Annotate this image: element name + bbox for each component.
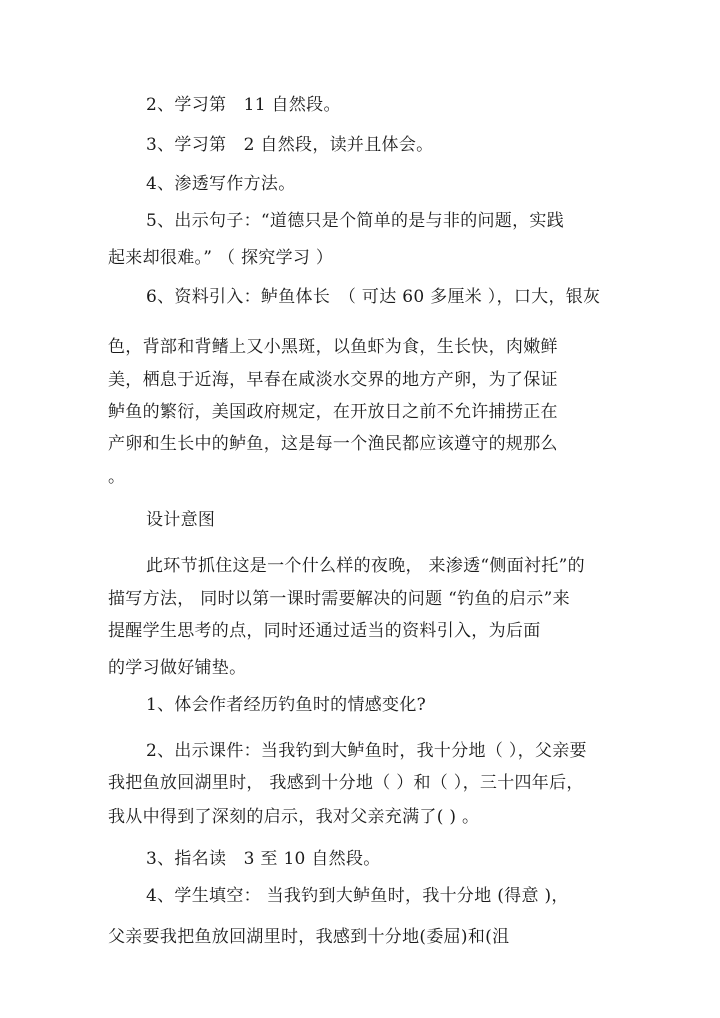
text-line: 我从中得到了深刻的启示，我对父亲充满了( ) 。 bbox=[108, 807, 480, 827]
text-line: 此环节抓住这是一个什么样的夜晚， 来渗透“侧面衬托”的 bbox=[146, 556, 585, 576]
text-line: 4、渗透写作方法。 bbox=[146, 174, 296, 194]
text-line: 提醒学生思考的点，同时还通过适当的资料引入，为后面 bbox=[108, 621, 541, 641]
text-line: 3、指名读 3 至 10 自然段。 bbox=[146, 849, 381, 869]
text-line: 美，栖息于近海，早春在咸淡水交界的地方产卵，为了保证 bbox=[108, 370, 558, 390]
text-line: 描写方法， 同时以第一课时需要解决的问题 “钓鱼的启示”来 bbox=[108, 589, 570, 609]
text-line: 2、出示课件：当我钓到大鲈鱼时，我十分地（ ），父亲要 bbox=[146, 741, 587, 761]
text-line: 1、体会作者经历钓鱼时的情感变化? bbox=[146, 695, 427, 715]
text-line: 鲈鱼的繁衍，美国政府规定，在开放日之前不允许捕捞正在 bbox=[108, 402, 558, 422]
text-line: 父亲要我把鱼放回湖里时，我感到十分地(委屈)和(沮 bbox=[108, 927, 510, 947]
text-line: 产卵和生长中的鲈鱼，这是每一个渔民都应该遵守的规那么 bbox=[108, 434, 558, 454]
text-line: 2、学习第 11 自然段。 bbox=[146, 95, 341, 115]
text-line: 的学习做好铺垫。 bbox=[108, 658, 247, 678]
text-line: 色，背部和背鳍上又小黑斑，以鱼虾为食，生长快，肉嫩鲜 bbox=[108, 337, 558, 357]
text-line: 4、学生填空： 当我钓到大鲈鱼时，我十分地 (得意 )， bbox=[146, 886, 569, 906]
text-line: 起来却很难。” （ 探究学习 ） bbox=[108, 248, 334, 268]
section-heading: 设计意图 bbox=[146, 510, 216, 530]
text-line: 3、学习第 2 自然段，读并且体会。 bbox=[146, 135, 434, 155]
text-line: 。 bbox=[108, 467, 126, 487]
text-line: 6、资料引入：鲈鱼体长 （ 可达 60 多厘米 ），口大，银灰 bbox=[146, 287, 601, 307]
text-line: 5、出示句子：“道德只是个简单的是与非的问题，实践 bbox=[146, 211, 565, 231]
text-line: 我把鱼放回湖里时， 我感到十分地（ ）和（ ），三十四年后， bbox=[108, 773, 584, 793]
